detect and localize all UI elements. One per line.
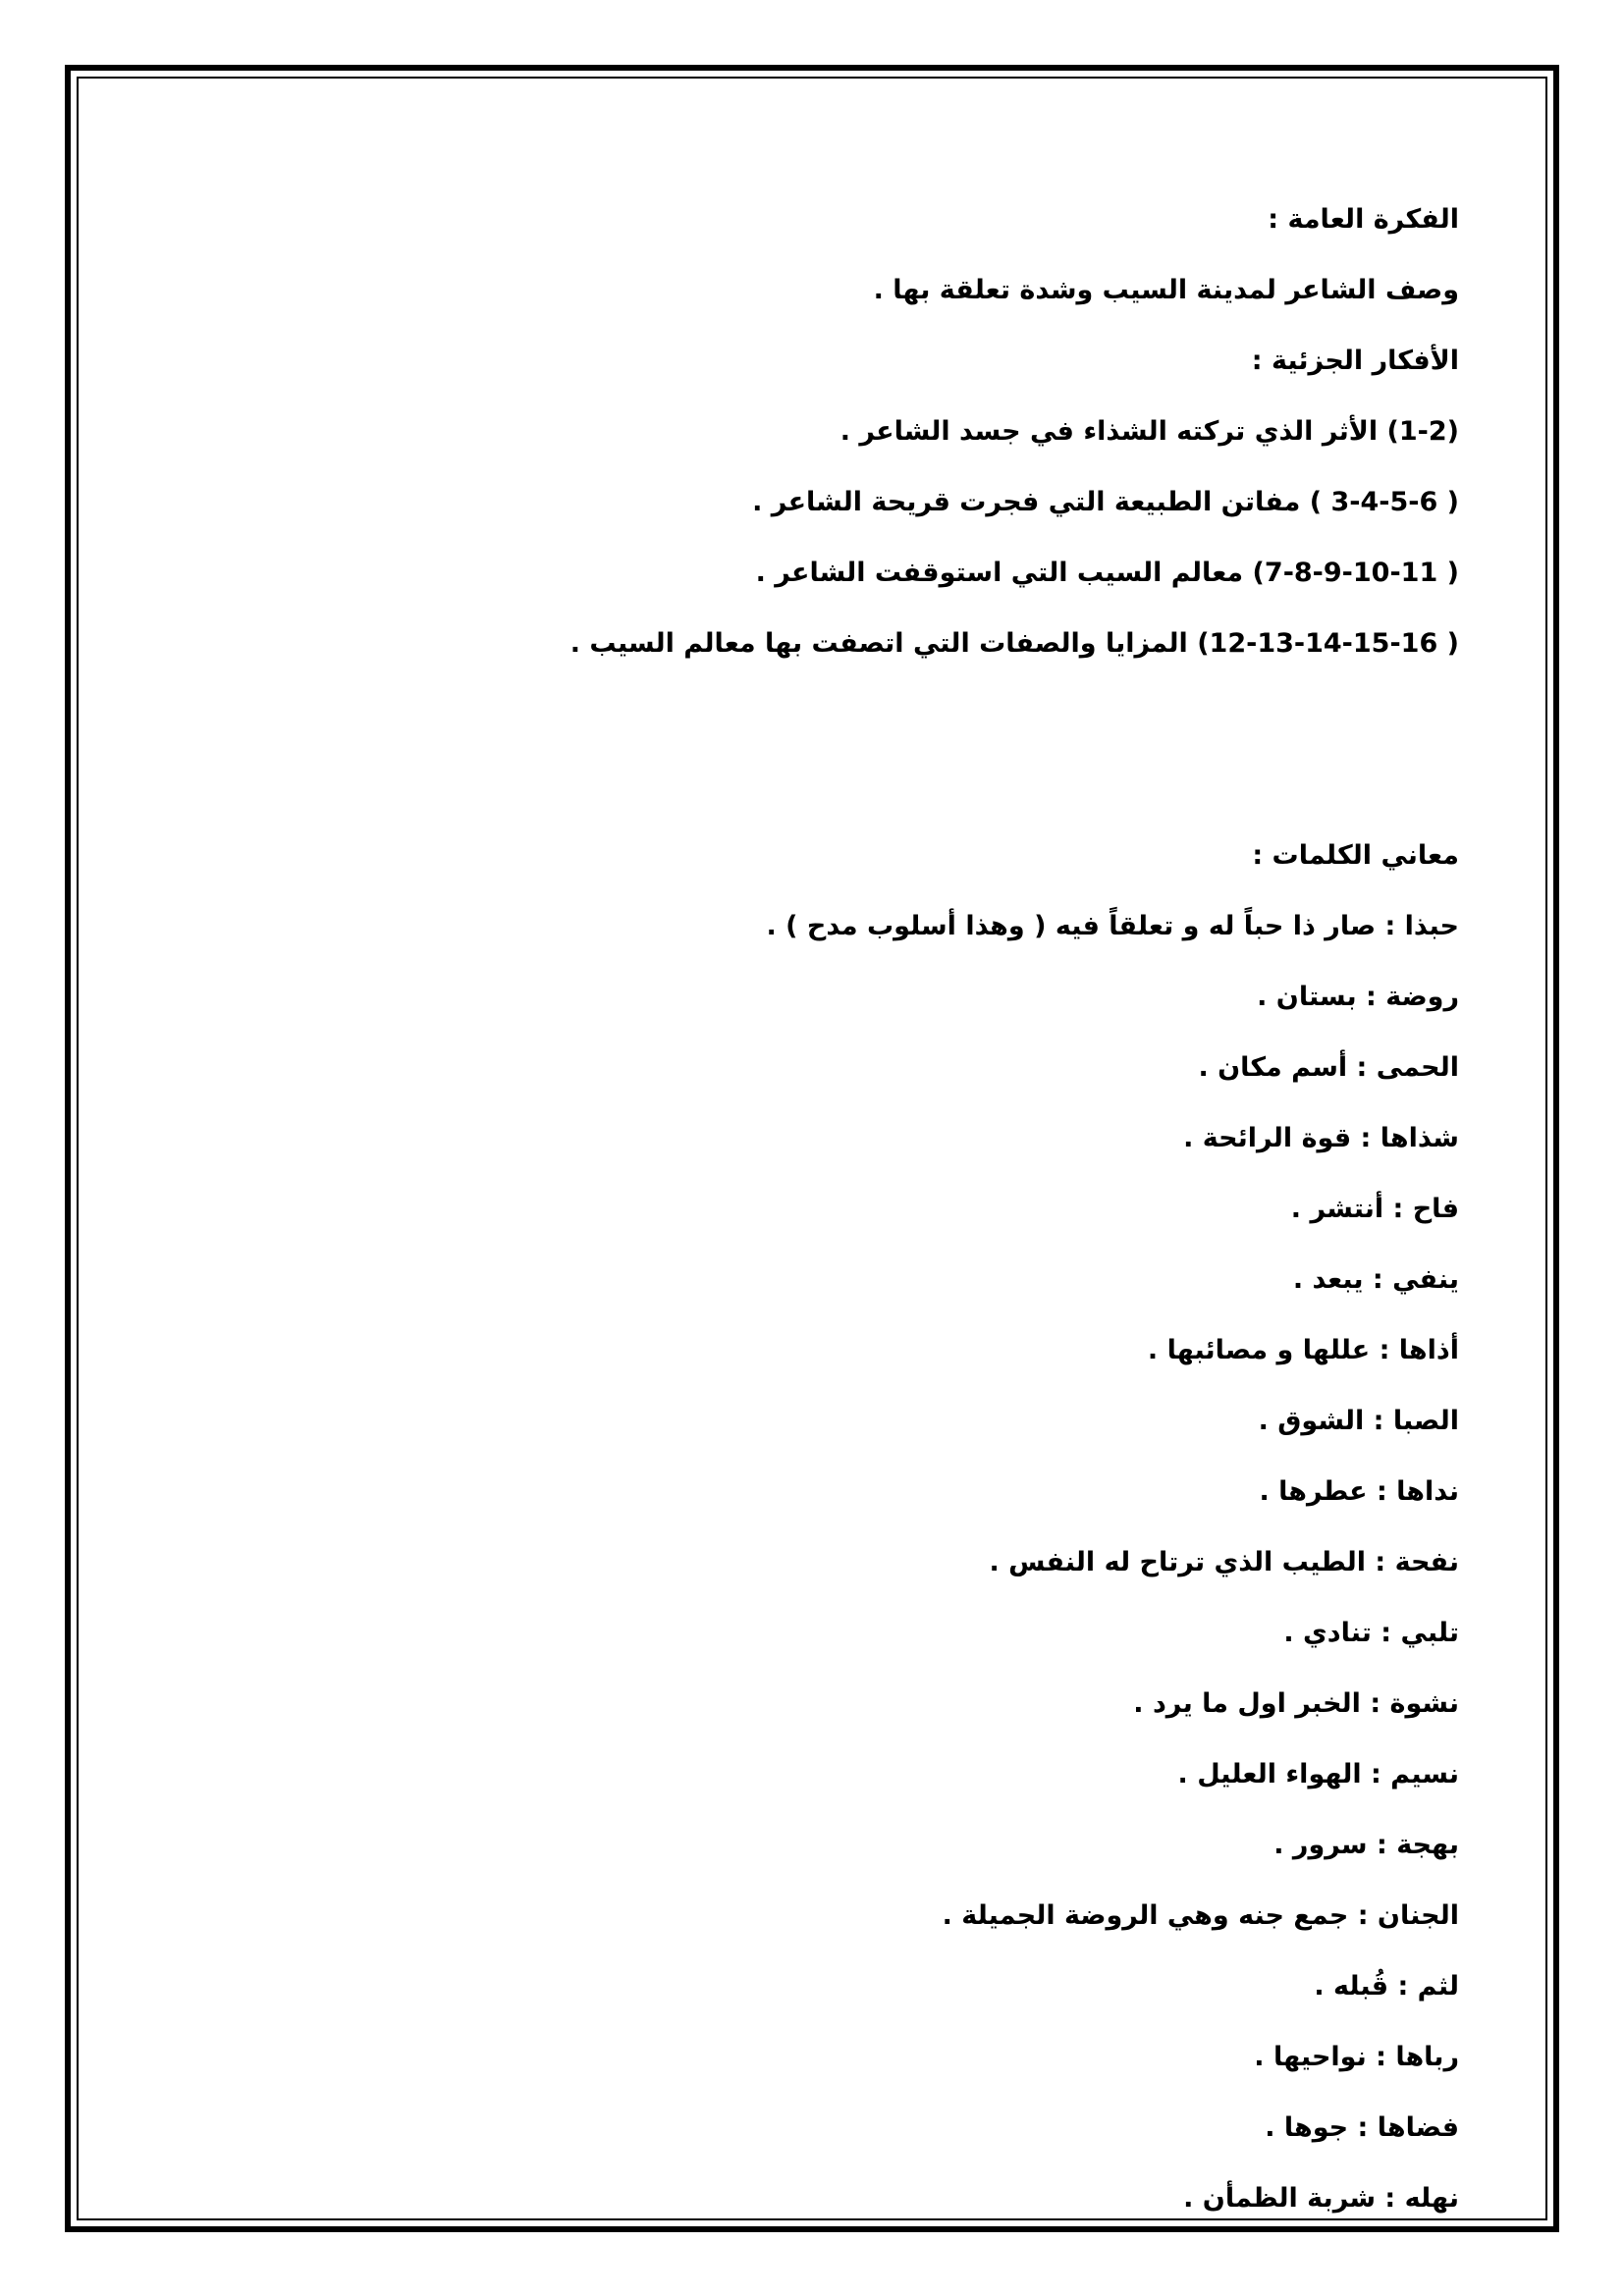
partial-ideas-heading: الأفكار الجزئية :: [1251, 346, 1459, 376]
partial-idea-item: ( 3-4-5-6 ) مفاتن الطبيعة التي فجرت قريحة الشاعر .: [752, 487, 1459, 517]
word-meaning-item: الجنان : جمع جنه وهي الروضة الجميلة .: [942, 1900, 1459, 1931]
general-idea-heading: الفكرة العامة :: [1268, 204, 1459, 235]
word-meaning-item: فاح : أنتشر .: [1290, 1194, 1459, 1224]
word-meaning-item: الحمى : أسم مكان .: [1198, 1052, 1459, 1083]
partial-idea-item: ( 7-8-9-10-11) معالم السيب التي استوقفت الشاعر .: [755, 558, 1459, 588]
word-meaning-item: حبذا : صار ذا حباً له و تعلقاً فيه ( وهذا أسلوب مدح ) .: [766, 911, 1459, 941]
word-meaning-item: بهجة : سرور .: [1273, 1830, 1459, 1860]
word-meaning-item: نشوة : الخبر اول ما يرد .: [1133, 1688, 1459, 1719]
general-idea-text: وصف الشاعر لمدينة السيب وشدة تعلقة بها .: [873, 275, 1459, 305]
section-spacer: [153, 679, 1459, 821]
word-meaning-item: نهله : شربة الظمأن .: [1183, 2183, 1459, 2214]
word-meaning-item: ينفي : يبعد .: [1292, 1264, 1459, 1295]
partial-idea-item: ( 12-13-14-15-16) المزايا والصفات التي اتصفت بها معالم السيب .: [569, 628, 1459, 659]
word-meaning-item: أذاها : عللها و مصائبها .: [1147, 1335, 1459, 1365]
word-meaning-item: روضة : بستان .: [1257, 982, 1459, 1012]
document-body: [153, 185, 1459, 2234]
word-meaning-item: فضاها : جوها .: [1265, 2112, 1459, 2143]
word-meaning-item: تلبي : تنادي .: [1283, 1618, 1459, 1648]
word-meaning-item: الصبا : الشوق .: [1258, 1406, 1459, 1436]
partial-idea-item: (1-2) الأثر الذي تركته الشذاء في جسد الشاعر .: [839, 416, 1459, 447]
word-meaning-item: نفحة : الطيب الذي ترتاح له النفس .: [989, 1547, 1459, 1577]
word-meaning-item: رباها : نواحيها .: [1254, 2042, 1459, 2072]
word-meaning-item: نسيم : الهواء العليل .: [1177, 1759, 1459, 1789]
word-meanings-heading: معاني الكلمات :: [1252, 840, 1459, 871]
word-meaning-item: لثم : قُبله .: [1314, 1971, 1459, 2002]
word-meaning-item: نداها : عطرها .: [1259, 1476, 1459, 1507]
word-meaning-item: شذاها : قوة الرائحة .: [1183, 1123, 1459, 1153]
